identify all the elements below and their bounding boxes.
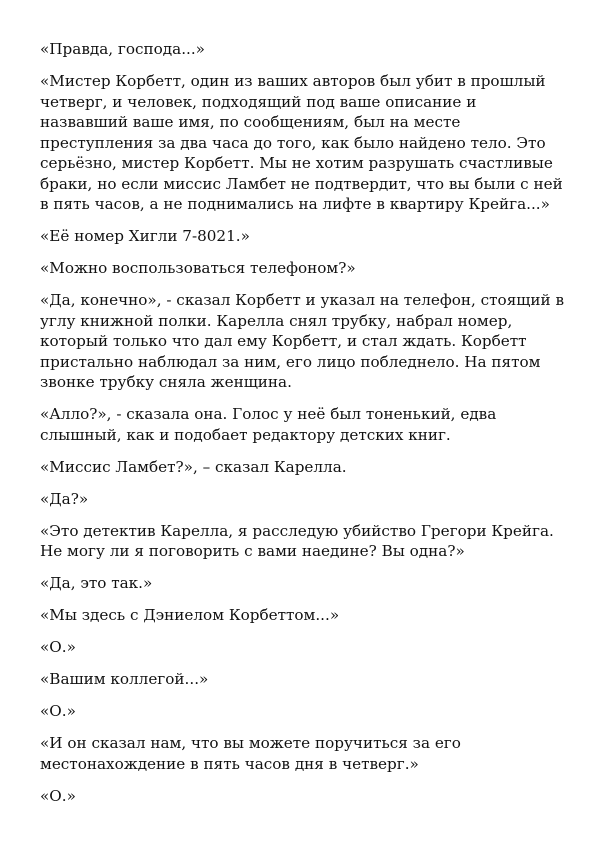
- paragraph: «О.»: [40, 702, 76, 720]
- paragraph: «О.»: [40, 638, 76, 656]
- paragraph: «Можно воспользоваться телефоном?»: [40, 259, 356, 277]
- paragraph: «О.»: [40, 786, 76, 805]
- paragraph: «Вашим коллегой...»: [40, 670, 209, 688]
- paragraph: «Это детектив Карелла, я расследую убийство Грегори Крейга. Не могу ли я поговорить с вами наедине? Вы одна?»: [40, 521, 554, 560]
- paragraph: «Мистер Корбетт, один из ваших авторов был убит в прошлый четверг, и человек, подходящий под ваше описание и назвавший ваше имя, по сообщениям, был на месте преступления за два часа до того, как было найдено тело. Это серьёзно, мистер Корбетт. Мы не хотим разрушать счастливые браки, но если миссис Ламбет не подтвердит, что вы были с ней в пять часов, а не поднимались на лифте в квартиру Крейга...»: [40, 72, 563, 213]
- paragraph: «Алло?», - сказала она. Голос у неё был тоненький, едва слышный, как и подобает редактору детских книг.: [40, 405, 497, 444]
- paragraph: «Да, это так.»: [40, 574, 153, 592]
- paragraph: «Миссис Ламбет?», – сказал Карелла.: [40, 457, 347, 476]
- paragraph: «И он сказал нам, что вы можете поручиться за его местонахождение в пять часов дня в четверг.»: [40, 734, 461, 773]
- paragraph: «Мы здесь с Дэниелом Корбеттом...»: [40, 606, 340, 624]
- paragraph: «Её номер Хигли 7-8021.»: [40, 227, 250, 245]
- paragraph: «Да, конечно», - сказал Корбетт и указал на телефон, стоящий в углу книжной полки. Карелла снял трубку, набрал номер, который только что дал ему Корбетт, и стал ждать. Корбетт пристально наблюдал за ним, его лицо побледнело. На пятом звонке трубку сняла женщина.: [40, 291, 565, 391]
- paragraph: «Да?»: [40, 489, 89, 508]
- paragraph: «Правда, господа...»: [40, 40, 205, 58]
